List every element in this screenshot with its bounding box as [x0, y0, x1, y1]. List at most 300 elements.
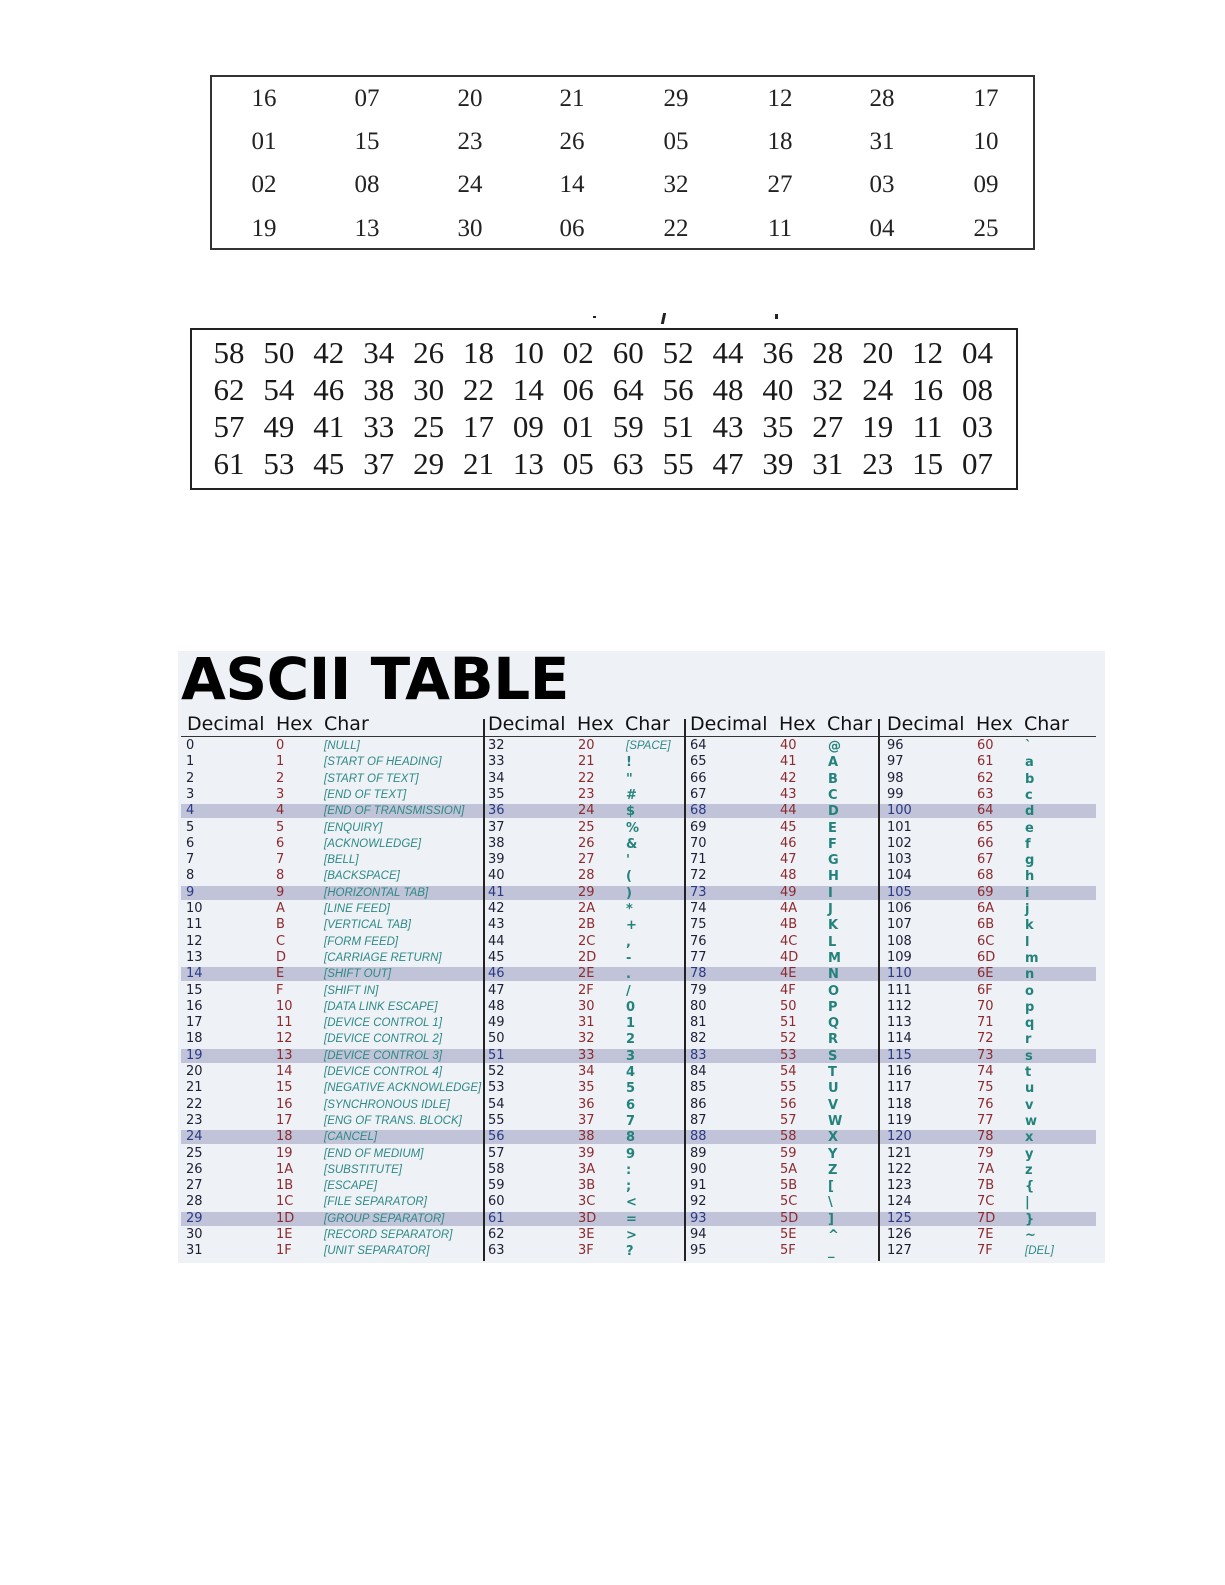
ascii-hex-cell: 79: [977, 1145, 994, 1161]
ascii-char-cell: =: [626, 1211, 637, 1227]
ascii-decimal-cell: 4: [186, 803, 195, 819]
ascii-char-cell: y: [1025, 1146, 1034, 1162]
table2-cell: 37: [363, 446, 395, 481]
ascii-decimal-cell: 48: [488, 998, 505, 1014]
table2-cell: 60: [612, 335, 644, 370]
ascii-decimal-cell: 52: [488, 1064, 505, 1079]
table2-cell: 28: [812, 335, 844, 370]
table2-cell: 24: [862, 372, 894, 407]
ascii-hex-cell: 77: [977, 1112, 994, 1128]
ascii-char-cell: `: [1025, 739, 1032, 754]
ascii-hex-cell: 63: [977, 786, 994, 802]
ascii-decimal-cell: 119: [887, 1112, 912, 1128]
ascii-decimal-cell: 12: [186, 933, 203, 949]
table1-cell: 05: [663, 128, 689, 155]
ascii-decimal-cell: 42: [488, 901, 505, 916]
table1-cell: 30: [457, 215, 483, 242]
ascii-char-cell: [NEGATIVE ACKNOWLEDGE]: [324, 1082, 482, 1095]
ascii-decimal-cell: 64: [690, 738, 707, 753]
table2-cell: 14: [512, 372, 544, 407]
ascii-decimal-cell: 87: [690, 1112, 707, 1128]
ascii-decimal-cell: 47: [488, 982, 505, 998]
ascii-char-cell: A: [828, 755, 839, 771]
ascii-decimal-cell: 57: [488, 1145, 505, 1161]
ascii-decimal-cell: 89: [690, 1145, 707, 1161]
ascii-decimal-cell: 8: [186, 868, 195, 884]
ascii-char-cell: [BACKSPACE]: [324, 870, 400, 883]
highlight-band: [181, 967, 1096, 981]
ascii-hex-cell: 26: [578, 835, 595, 851]
ascii-decimal-cell: 108: [887, 933, 912, 949]
ascii-char-cell: [FILE SEPARATOR]: [324, 1196, 427, 1209]
ascii-hex-cell: 21: [578, 754, 595, 770]
ascii-decimal-cell: 2: [186, 770, 195, 786]
ascii-char-cell: v: [1025, 1097, 1034, 1113]
ascii-char-cell: [UNIT SEPARATOR]: [324, 1245, 430, 1258]
ascii-hex-cell: 9: [276, 884, 285, 900]
ascii-char-cell: G: [828, 853, 839, 869]
ascii-decimal-cell: 13: [186, 949, 203, 965]
ascii-char-cell: >: [626, 1228, 637, 1243]
ascii-decimal-cell: 85: [690, 1080, 707, 1096]
ascii-decimal-cell: 26: [186, 1161, 203, 1177]
ascii-decimal-cell: 59: [488, 1178, 505, 1194]
ascii-char-cell: [SYNCHRONOUS IDLE]: [324, 1098, 450, 1111]
ascii-decimal-cell: 71: [690, 852, 707, 868]
ascii-decimal-cell: 123: [887, 1178, 912, 1194]
ascii-hex-cell: 14: [276, 1064, 293, 1079]
ascii-hex-cell: 60: [977, 738, 994, 753]
ascii-decimal-cell: 53: [488, 1080, 505, 1096]
ascii-hex-cell: 23: [578, 786, 595, 802]
ascii-hex-cell: 46: [780, 835, 797, 851]
ascii-decimal-cell: 43: [488, 917, 505, 933]
ascii-hex-cell: 2D: [578, 949, 597, 965]
table1-cell: 22: [663, 215, 689, 242]
table2-cell: 32: [812, 372, 844, 407]
ascii-decimal-cell: 77: [690, 949, 707, 965]
ascii-hex-cell: 7: [276, 852, 285, 868]
ascii-decimal-cell: 3: [186, 786, 195, 802]
ascii-char-cell: Q: [828, 1016, 840, 1032]
ascii-decimal-cell: 32: [488, 738, 505, 753]
ascii-char-cell: R: [828, 1032, 839, 1048]
table1-cell: 28: [869, 85, 895, 112]
ascii-hex-cell: 7A: [977, 1161, 995, 1177]
ascii-decimal-cell: 0: [186, 738, 195, 753]
ascii-hex-cell: 5: [276, 819, 285, 835]
ascii-decimal-cell: 96: [887, 738, 904, 753]
ascii-char-cell: ;: [626, 1179, 632, 1195]
ascii-decimal-cell: 70: [690, 835, 707, 851]
ascii-char-cell: s: [1025, 1048, 1033, 1064]
ascii-char-cell: d: [1025, 804, 1035, 820]
ascii-decimal-cell: 75: [690, 917, 707, 933]
column-header-decimal: Decimal: [488, 713, 566, 735]
ascii-char-cell: .: [626, 967, 631, 983]
ascii-decimal-cell: 82: [690, 1031, 707, 1047]
ascii-char-cell: ,: [626, 934, 631, 950]
ascii-hex-cell: 6: [276, 835, 285, 851]
table2-cell: 12: [912, 335, 944, 370]
ascii-char-cell: l: [1025, 934, 1030, 950]
ascii-char-cell: ^: [828, 1228, 839, 1243]
ascii-hex-cell: 4B: [780, 917, 798, 933]
table2-cell: 18: [463, 335, 494, 370]
ascii-hex-cell: D: [276, 949, 287, 965]
table2-cell: 36: [762, 335, 794, 370]
ascii-hex-cell: 7B: [977, 1178, 995, 1194]
table2-cell: 49: [263, 409, 295, 444]
ascii-char-cell: f: [1025, 836, 1031, 852]
column-header-decimal: Decimal: [887, 713, 965, 735]
ascii-hex-cell: 17: [276, 1112, 293, 1128]
ascii-char-cell: a: [1025, 755, 1034, 771]
ascii-hex-cell: 67: [977, 852, 994, 868]
ascii-hex-cell: 42: [780, 770, 797, 786]
ascii-char-cell: 6: [626, 1097, 636, 1113]
table1-cell: 13: [354, 215, 380, 242]
column-header-hex: Hex: [276, 713, 313, 735]
ascii-hex-cell: 2C: [578, 933, 596, 949]
table1-cell: 25: [973, 215, 999, 242]
ascii-hex-cell: C: [276, 933, 286, 949]
ascii-hex-cell: 2F: [578, 982, 594, 998]
ascii-decimal-cell: 117: [887, 1080, 912, 1096]
table1-cell: 27: [767, 171, 793, 198]
ascii-char-cell: [ENG OF TRANS. BLOCK]: [324, 1114, 462, 1127]
ascii-decimal-cell: 112: [887, 998, 912, 1014]
ascii-char-cell: [SHIFT IN]: [324, 984, 379, 997]
column-header-hex: Hex: [976, 713, 1013, 735]
ascii-char-cell: [LINE FEED]: [324, 903, 390, 915]
ascii-decimal-cell: 105: [887, 884, 912, 900]
ascii-decimal-cell: 78: [690, 966, 707, 982]
column-separator: [684, 719, 686, 1261]
ascii-decimal-cell: 92: [690, 1194, 707, 1210]
table2-cell: 15: [912, 446, 944, 481]
ascii-hex-cell: 53: [780, 1047, 797, 1063]
table2-cell: 04: [962, 335, 993, 370]
ascii-char-cell: [HORIZONTAL TAB]: [324, 886, 429, 899]
table2-cell: 41: [313, 409, 345, 444]
ascii-decimal-cell: 36: [488, 803, 505, 819]
ascii-hex-cell: 6F: [977, 982, 993, 998]
ascii-decimal-cell: 69: [690, 819, 707, 835]
table2-cell: 21: [463, 446, 494, 481]
table2-cell: 48: [712, 372, 744, 407]
ascii-decimal-cell: 37: [488, 819, 505, 835]
table1-cell: 31: [869, 128, 895, 155]
table2-cell: 64: [612, 372, 644, 407]
ascii-char-cell: h: [1025, 869, 1035, 885]
ascii-hex-cell: 3E: [578, 1227, 595, 1242]
ascii-decimal-cell: 81: [690, 1015, 707, 1031]
ascii-hex-cell: 48: [780, 868, 797, 884]
ascii-hex-cell: 3: [276, 786, 285, 802]
ascii-hex-cell: 64: [977, 803, 994, 819]
ascii-hex-cell: 5E: [780, 1227, 797, 1242]
table1-cell: 24: [457, 171, 483, 198]
ascii-hex-cell: 62: [977, 770, 994, 786]
ascii-decimal-cell: 114: [887, 1031, 912, 1047]
ascii-hex-cell: 51: [780, 1015, 797, 1031]
ascii-hex-cell: 35: [578, 1080, 595, 1096]
ascii-char-cell: +: [626, 918, 637, 934]
ascii-decimal-cell: 27: [186, 1178, 203, 1194]
column-header-hex: Hex: [577, 713, 614, 735]
ascii-decimal-cell: 122: [887, 1161, 912, 1177]
ascii-hex-cell: 4D: [780, 949, 799, 965]
ascii-hex-cell: 8: [276, 868, 285, 884]
table1-cell: 02: [251, 171, 277, 198]
ascii-char-cell: _: [828, 1244, 835, 1260]
ascii-char-cell: {: [1025, 1179, 1035, 1195]
ascii-hex-cell: B: [276, 917, 285, 933]
ascii-decimal-cell: 23: [186, 1112, 203, 1128]
column-separator: [483, 719, 485, 1261]
table2-cell: 03: [962, 409, 993, 444]
table2-cell: 47: [712, 446, 744, 481]
ascii-hex-cell: 68: [977, 868, 994, 884]
table2-cell: 23: [862, 446, 894, 481]
stray-mark: [593, 316, 596, 318]
table1-cell: 32: [663, 171, 689, 198]
ascii-char-cell: ': [626, 853, 630, 869]
ascii-decimal-cell: 84: [690, 1064, 707, 1079]
table2-cell: 31: [812, 446, 844, 481]
table1-cell: 26: [559, 128, 585, 155]
ascii-hex-cell: 7F: [977, 1243, 993, 1259]
ascii-hex-cell: 6C: [977, 933, 995, 949]
ascii-hex-cell: 19: [276, 1145, 293, 1161]
ascii-hex-cell: 2: [276, 770, 285, 786]
ascii-char-cell: [CANCEL]: [324, 1131, 378, 1144]
ascii-char-cell: &: [626, 836, 638, 852]
ascii-decimal-cell: 103: [887, 852, 912, 868]
table2-cell: 38: [363, 372, 395, 407]
ascii-hex-cell: 0: [276, 738, 285, 753]
ascii-hex-cell: 71: [977, 1015, 994, 1031]
ascii-char-cell: q: [1025, 1016, 1035, 1032]
ascii-hex-cell: 43: [780, 786, 797, 802]
table2-cell: 17: [463, 409, 494, 444]
ascii-decimal-cell: 28: [186, 1194, 203, 1210]
ascii-decimal-cell: 68: [690, 803, 707, 819]
table2-cell: 07: [962, 446, 993, 481]
ascii-hex-cell: 7D: [977, 1210, 996, 1226]
ascii-decimal-cell: 49: [488, 1015, 505, 1031]
ascii-char-cell: [START OF TEXT]: [324, 772, 419, 785]
column-header-char: Char: [324, 713, 369, 735]
ascii-hex-cell: 3C: [578, 1194, 596, 1210]
table2-cell: 58: [213, 335, 245, 370]
ascii-decimal-cell: 60: [488, 1194, 505, 1210]
ascii-decimal-cell: 16: [186, 998, 203, 1014]
table2-cell: 29: [413, 446, 445, 481]
ascii-char-cell: 8: [626, 1130, 636, 1146]
ascii-decimal-cell: 9: [186, 884, 195, 900]
table2-cell: 54: [263, 372, 295, 407]
ascii-char-cell: [RECORD SEPARATOR]: [324, 1229, 453, 1241]
ascii-decimal-cell: 115: [887, 1047, 912, 1063]
ascii-decimal-cell: 116: [887, 1064, 912, 1079]
ascii-hex-cell: 10: [276, 998, 293, 1014]
ascii-char-cell: [DEVICE CONTROL 3]: [324, 1049, 443, 1062]
ascii-char-cell: C: [828, 787, 838, 803]
ascii-char-cell: H: [828, 869, 839, 885]
ascii-decimal-cell: 35: [488, 786, 505, 802]
ascii-char-cell: P: [828, 999, 838, 1015]
table2-cell: 63: [612, 446, 644, 481]
ascii-char-cell: o: [1025, 983, 1034, 999]
ascii-decimal-cell: 124: [887, 1194, 912, 1210]
ascii-char-cell: #: [626, 787, 637, 803]
ascii-decimal-cell: 29: [186, 1210, 203, 1226]
ascii-hex-cell: 2B: [578, 917, 596, 933]
ascii-decimal-cell: 6: [186, 835, 195, 851]
permutation-table-1: [210, 75, 1035, 250]
ascii-hex-cell: 4A: [780, 901, 798, 916]
column-separator: [878, 719, 880, 1261]
ascii-decimal-cell: 106: [887, 901, 912, 916]
ascii-char-cell: D: [828, 804, 839, 820]
ascii-hex-cell: 36: [578, 1096, 595, 1112]
ascii-hex-cell: 18: [276, 1129, 293, 1145]
ascii-hex-cell: 25: [578, 819, 595, 835]
ascii-decimal-cell: 109: [887, 949, 912, 965]
table1-cell: 08: [354, 171, 380, 198]
ascii-decimal-cell: 101: [887, 819, 912, 835]
ascii-hex-cell: 59: [780, 1145, 797, 1161]
ascii-char-cell: :: [626, 1162, 632, 1178]
ascii-decimal-cell: 80: [690, 998, 707, 1014]
table2-cell: 05: [562, 446, 594, 481]
ascii-char-cell: @: [828, 739, 841, 754]
ascii-char-cell: [ENQUIRY]: [324, 821, 383, 834]
ascii-hex-cell: 1D: [276, 1210, 295, 1226]
ascii-hex-cell: 3B: [578, 1178, 596, 1194]
ascii-char-cell: m: [1025, 950, 1039, 966]
ascii-hex-cell: 5C: [780, 1194, 798, 1210]
ascii-char-cell: 7: [626, 1113, 636, 1129]
ascii-char-cell: j: [1025, 902, 1030, 917]
table1-cell: 16: [251, 85, 277, 112]
ascii-char-cell: p: [1025, 999, 1035, 1015]
ascii-hex-cell: 6E: [977, 966, 994, 982]
ascii-hex-cell: 73: [977, 1047, 994, 1063]
column-header-hex: Hex: [779, 713, 816, 735]
ascii-hex-cell: 61: [977, 754, 994, 770]
ascii-char-cell: \: [828, 1195, 833, 1211]
ascii-decimal-cell: 19: [186, 1047, 203, 1063]
ascii-char-cell: [ACKNOWLEDGE]: [324, 837, 422, 850]
table1-cell: 17: [973, 85, 999, 112]
ascii-hex-cell: 5A: [780, 1161, 798, 1177]
stray-mark: [775, 314, 778, 319]
ascii-hex-cell: 49: [780, 884, 797, 900]
ascii-hex-cell: 5D: [780, 1210, 799, 1226]
ascii-char-cell: L: [828, 934, 837, 950]
ascii-hex-cell: 50: [780, 998, 797, 1014]
ascii-hex-cell: 6D: [977, 949, 996, 965]
ascii-decimal-cell: 40: [488, 868, 505, 884]
ascii-hex-cell: 69: [977, 884, 994, 900]
ascii-decimal-cell: 14: [186, 966, 203, 982]
ascii-decimal-cell: 91: [690, 1178, 707, 1194]
table2-cell: 46: [313, 372, 345, 407]
ascii-hex-cell: 34: [578, 1064, 595, 1079]
highlight-band: [181, 886, 1096, 900]
highlight-band: [181, 1212, 1096, 1226]
table1-cell: 23: [457, 128, 483, 155]
ascii-char-cell: M: [828, 950, 841, 966]
stray-mark: [661, 313, 666, 324]
ascii-char-cell: ": [626, 771, 633, 787]
ascii-char-cell: 1: [626, 1016, 636, 1032]
ascii-decimal-cell: 17: [186, 1015, 203, 1031]
ascii-decimal-cell: 79: [690, 982, 707, 998]
table1-cell: 14: [559, 171, 585, 198]
ascii-char-cell: [END OF TEXT]: [324, 788, 407, 801]
ascii-char-cell: ?: [626, 1244, 634, 1260]
table2-cell: 42: [313, 335, 345, 370]
table1-cell: 01: [251, 128, 277, 155]
ascii-decimal-cell: 21: [186, 1080, 203, 1096]
ascii-char-cell: [DATA LINK ESCAPE]: [324, 1000, 438, 1013]
ascii-char-cell: [VERTICAL TAB]: [324, 919, 411, 932]
ascii-decimal-cell: 7: [186, 852, 195, 868]
ascii-decimal-cell: 1: [186, 754, 195, 770]
ascii-char-cell: [START OF HEADING]: [324, 756, 442, 769]
ascii-hex-cell: 56: [780, 1096, 797, 1112]
ascii-char-cell: [SUBSTITUTE]: [324, 1163, 402, 1176]
table1-cell: 03: [869, 171, 895, 198]
ascii-char-cell: ~: [1025, 1228, 1036, 1243]
ascii-char-cell: b: [1025, 771, 1035, 787]
ascii-decimal-cell: 30: [186, 1227, 203, 1242]
ascii-hex-cell: 32: [578, 1031, 595, 1047]
ascii-char-cell: 0: [626, 999, 636, 1015]
ascii-hex-cell: 2A: [578, 901, 596, 916]
ascii-table: [178, 651, 1105, 1263]
ascii-decimal-cell: 55: [488, 1112, 505, 1128]
column-header-char: Char: [1024, 713, 1069, 735]
ascii-char-cell: [FORM FEED]: [324, 935, 399, 948]
ascii-hex-cell: 5B: [780, 1178, 798, 1194]
ascii-decimal-cell: 5: [186, 819, 195, 835]
table1-cell: 18: [767, 128, 793, 155]
ascii-char-cell: 5: [626, 1081, 636, 1097]
ascii-char-cell: g: [1025, 853, 1035, 869]
ascii-hex-cell: 31: [578, 1015, 595, 1031]
ascii-decimal-cell: 120: [887, 1129, 912, 1145]
ascii-hex-cell: 41: [780, 754, 797, 770]
column-header-char: Char: [827, 713, 872, 735]
ascii-char-cell: E: [828, 820, 837, 836]
table1-cell: 15: [354, 128, 380, 155]
ascii-char-cell: w: [1025, 1113, 1038, 1129]
table2-cell: 16: [912, 372, 944, 407]
ascii-decimal-cell: 31: [186, 1243, 203, 1259]
ascii-hex-cell: 27: [578, 852, 595, 868]
ascii-decimal-cell: 50: [488, 1031, 505, 1047]
ascii-decimal-cell: 11: [186, 917, 203, 933]
ascii-hex-cell: 75: [977, 1080, 994, 1096]
ascii-decimal-cell: 94: [690, 1227, 707, 1242]
table2-cell: 44: [712, 335, 744, 370]
ascii-char-cell: *: [626, 902, 633, 917]
